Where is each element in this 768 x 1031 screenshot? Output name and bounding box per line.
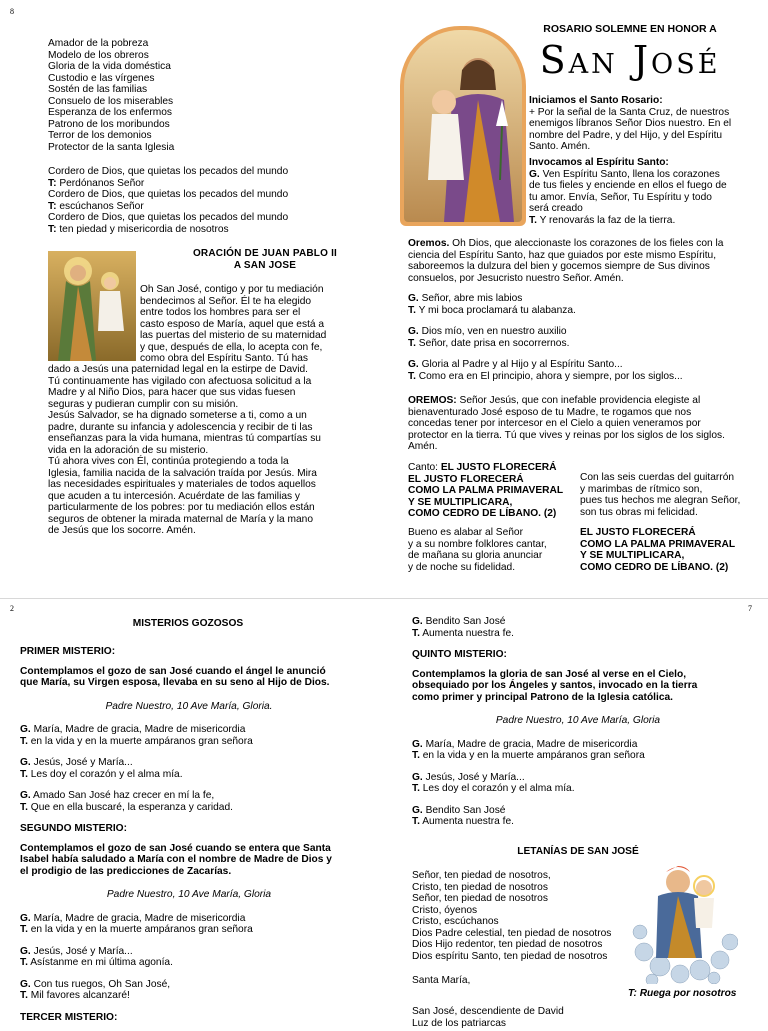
line-text: Señor, date prisa en socorrernos. <box>415 337 570 349</box>
jp2-line: las puertas del misterio de su maternidad <box>140 330 327 341</box>
speaker-label: T. <box>412 750 420 761</box>
line-text: Jesús, José y María... <box>422 771 525 783</box>
stanza-line: Bueno es alabar al Señor <box>408 527 523 538</box>
speaker-label: T. <box>412 783 420 794</box>
versicle-line <box>20 757 358 769</box>
mystery-heading: SEGUNDO MISTERIO: <box>20 823 127 834</box>
invocamos-line <box>529 203 744 215</box>
versicle-pair <box>412 616 744 639</box>
right-bottom-body <box>412 616 744 838</box>
stanza-right <box>580 472 740 518</box>
litany-item: Esperanza de los enfermos <box>48 107 173 118</box>
versicle-line <box>408 293 744 305</box>
oremos-line <box>408 395 744 407</box>
oremos-line <box>408 430 744 442</box>
oremos-prayer <box>408 238 744 284</box>
jp2-line: padre, durante su infancia y adolescencia y recibir de ti las <box>48 421 313 433</box>
mystery-heading: TERCER MISTERIO: <box>20 1011 118 1023</box>
line-text: Señor Jesús, que con inefable providencia elegiste al <box>456 395 701 406</box>
contemplation-line: como primer y principal Patrono de la Iglesia católica. <box>412 691 673 703</box>
versicle-line <box>20 946 358 958</box>
line-text: consuelos, por Jesucristo nuestro Señor. Amén. <box>408 272 624 284</box>
line-text: concedas tener por intercesor en el Cielo a quien veneramos por <box>408 418 701 429</box>
cordero-line <box>48 189 288 201</box>
canto-line <box>408 497 563 509</box>
stanza-line: y marimbas de rítmico son, <box>580 483 703 495</box>
versicle-line <box>412 628 744 640</box>
jp2-line: Tú continuamente has vigilado con afectuosa solicitud a la <box>48 375 312 387</box>
versicle-pair <box>20 757 358 780</box>
oremos-prayer-2 <box>408 395 744 453</box>
versicle-line <box>412 739 744 751</box>
oremos-line <box>408 407 744 419</box>
contemplation-line: Contemplamos el gozo de san José cuando el ángel le anunció <box>20 665 326 677</box>
rosario-title: ROSARIO SOLEMNE EN HONOR A <box>543 23 717 35</box>
versicle-line <box>20 736 358 748</box>
versicle-pair <box>408 359 744 382</box>
versicle-line <box>412 805 744 817</box>
litany-item: Protector de la santa Iglesia <box>48 141 175 153</box>
chorus-line: Y SE MULTIPLICARA, <box>580 550 685 561</box>
canto-text: COMO LA PALMA PRIMAVERAL <box>408 485 564 496</box>
litany-item: Consuelo de los miserables <box>48 95 174 107</box>
mystery-contemplation <box>412 669 744 704</box>
speaker-label: OREMOS: <box>408 395 457 406</box>
invocamos-heading: Invocamos al Espíritu Santo: <box>529 157 669 168</box>
contemplation-line: Contemplamos la gloria de san José al verse en el Cielo, <box>412 668 687 680</box>
line-text: Cordero de Dios, que quietas los pecados del mundo <box>48 189 289 200</box>
letania-line: Dios Hijo redentor, ten piedad de nosotros <box>412 939 603 950</box>
iniciamos-heading: Iniciamos el Santo Rosario: <box>529 95 663 106</box>
chorus-right <box>580 527 735 573</box>
line-text: Bendito San José <box>422 616 506 627</box>
invocamos-section <box>529 157 744 226</box>
contemplation-line: Contemplamos el gozo de san José cuando se entera que Santa <box>20 842 331 854</box>
padre-nuestro: Padre Nuestro, 10 Ave María, Gloria <box>106 889 272 900</box>
line-text: María, Madre de gracia, Madre de misericordia <box>30 912 246 924</box>
jp2-line: enseñanzas para la vida humana, mientras tú compartías su <box>48 433 321 444</box>
iniciamos-text <box>529 107 744 153</box>
line-text: Cordero de Dios, que quietas los pecados del mundo <box>48 166 289 177</box>
oremos-line <box>408 261 744 273</box>
versicle-line <box>408 326 744 338</box>
speaker-label: G. <box>408 359 419 370</box>
speaker-label: T: <box>48 200 57 212</box>
speaker-label: G. <box>529 168 540 180</box>
line-text: Oh Dios, que aleccionaste los corazones de los fieles con la <box>449 238 724 249</box>
line-text: Ven Espíritu Santo, llena los corazones <box>539 168 720 180</box>
speaker-label: Oremos. <box>408 238 450 249</box>
versicle-line <box>408 371 744 383</box>
jp2-narrow-text <box>140 284 363 365</box>
line-text: bienaventurado José esposo de tu Madre, te rogamos que nos <box>408 406 692 418</box>
speaker-label: T. <box>20 990 28 1001</box>
canto-block <box>408 462 563 520</box>
speaker-label: T. <box>529 214 537 226</box>
iniciamos-line: enemigos líbranos Señor Dios nuestro. En el <box>529 118 732 129</box>
jp2-wide-text <box>48 364 363 537</box>
versicle-line <box>20 990 358 1002</box>
line-text: Perdónanos Señor <box>56 177 145 189</box>
speaker-label: G. <box>20 724 31 735</box>
jp2-line: como obra del Espíritu Santo. Tú has <box>140 353 308 364</box>
oremos-line <box>408 418 744 430</box>
chorus-line: COMO LA PALMA PRIMAVERAL <box>580 538 736 550</box>
line-text: saboreemos la dulzura del bien y gocemos siempre de Sus divinos <box>408 261 710 272</box>
cordero-line <box>48 224 288 236</box>
ruega-por-nosotros: T: Ruega por nosotros <box>628 988 737 999</box>
line-text: Y renovarás la faz de la tierra. <box>536 214 676 226</box>
line-text: Asístanme en mi última agonía. <box>27 957 173 968</box>
line-text: Aumenta nuestra fe. <box>419 816 514 827</box>
versicle-line <box>408 359 744 371</box>
jp2-line: bendecimos al Señor. Él te ha elegido <box>140 295 312 307</box>
mystery-contemplation <box>20 843 358 878</box>
jp2-line: Tú ahora vives con Él, continúa protegiendo a toda la <box>48 456 289 467</box>
litany-item: Patrono de los moribundos <box>48 118 170 130</box>
canto-line <box>408 485 563 497</box>
cordero-line <box>48 178 288 190</box>
versicle-line <box>412 816 744 828</box>
line-text: Con tus ruegos, Oh San José, <box>30 978 171 990</box>
saint-joseph-image-arch <box>400 26 526 226</box>
mystery-heading: QUINTO MISTERIO: <box>412 649 507 660</box>
line-text: Y mi boca proclamará tu alabanza. <box>415 304 576 316</box>
invocamos-line <box>529 215 744 227</box>
jp2-line: seguras y pudieran cumplir con su misión. <box>48 398 239 410</box>
invocamos-line <box>529 169 744 181</box>
line-text: Les doy el corazón y el alma mía. <box>27 768 183 780</box>
stanza-line: y de noche su fidelidad. <box>408 561 516 573</box>
speaker-label: G. <box>412 616 423 627</box>
line-text: Les doy el corazón y el alma mía. <box>419 783 575 794</box>
letania-line: Luz de los patriarcas <box>412 1017 507 1029</box>
versicle-pair <box>412 805 744 828</box>
stanza-line: Con las seis cuerdas del guitarrón <box>580 472 735 483</box>
jp2-line: Madre y al Niño Dios, para hacer que sus vidas fuesen <box>48 387 296 398</box>
canto-line <box>408 508 563 520</box>
stanza-line: y a su nombre folklores cantar, <box>408 538 547 550</box>
litany-item: Gloria de la vida doméstica <box>48 61 171 72</box>
contemplation-line: Isabel había saludado a María con el nombre de Madre de Dios y <box>20 854 332 865</box>
gozosos-body <box>20 640 358 1031</box>
line-text: escúchanos Señor <box>56 200 144 212</box>
jp2-line: particularmente de los pobres: por tu mediación ellos están <box>48 502 315 513</box>
letania-line: Cristo, escúchanos <box>412 916 499 927</box>
cordero-line <box>48 212 288 224</box>
letania-line: Dios espíritu Santo, ten piedad de nosotros <box>412 950 608 962</box>
misterios-gozosos-title: MISTERIOS GOZOSOS <box>132 618 244 629</box>
speaker-label: T. <box>20 957 28 968</box>
speaker-label: T: <box>48 177 57 189</box>
litany-item: Custodio e las vírgenes <box>48 72 155 84</box>
speaker-label: T. <box>20 768 28 780</box>
contemplation-line: el prodigio de las predicciones de Zacarías. <box>20 865 232 877</box>
litany-top-list <box>48 38 174 153</box>
speaker-label: T. <box>408 304 416 316</box>
canto-line <box>408 462 563 474</box>
stanza-line: son tus obras mi felicidad. <box>580 506 698 518</box>
line-text: Gloria al Padre y al Hijo y al Espíritu Santo... <box>418 359 623 370</box>
versicle-pair <box>412 772 744 795</box>
jp2-line: entre todos los hombres para ser el <box>140 307 301 318</box>
jp2-title-line2: A SAN JOSE <box>233 259 297 271</box>
canto-text: Y SE MULTIPLICARA, <box>408 496 513 508</box>
speaker-label: T: <box>48 223 57 235</box>
jp2-line: y que, después de ella, lo acepta con fe, <box>140 341 323 353</box>
versicle-pair <box>20 979 358 1002</box>
canto-text: EL JUSTO FLORECERÁ <box>408 473 524 485</box>
jp2-line: seguros de obtener la mirada maternal de María y la mano <box>48 513 314 525</box>
page-number-2: 2 <box>10 604 14 613</box>
line-text: Jesús, José y María... <box>30 945 133 957</box>
line-text: Amén. <box>408 441 438 452</box>
letania-line: San José, descendiente de David <box>412 1006 564 1017</box>
canto-label: Canto: <box>408 462 441 473</box>
responses <box>20 913 358 1002</box>
speaker-label: G. <box>412 738 423 750</box>
line-text: Como era en El principio, ahora y siempre, por los siglos... <box>415 370 683 382</box>
contemplation-line: obsequiado por los Ángeles y santos, invocado en la tierra <box>412 680 698 691</box>
line-text: Bendito San José <box>422 804 506 816</box>
speaker-label: T. <box>412 816 420 827</box>
versicle-pair <box>412 739 744 762</box>
oremos-line <box>408 238 744 250</box>
jp2-line: dado a Jesús una paternidad legal en la estirpe de David. <box>48 364 308 375</box>
line-text: Amado San José haz crecer en mí la fe, <box>30 790 215 801</box>
page-divider <box>0 598 768 599</box>
litany-item: Amador de la pobreza <box>48 38 149 49</box>
versicle-pair <box>20 946 358 969</box>
oremos-line <box>408 273 744 285</box>
speaker-label: G. <box>408 326 419 337</box>
speaker-label: G. <box>408 293 419 304</box>
jp2-line: vida en la adoración de su misterio. <box>48 444 209 456</box>
line-text: Señor, abre mis labios <box>418 293 523 304</box>
cordero-line <box>48 166 288 178</box>
versicle-line <box>20 979 358 991</box>
versicle-line <box>412 616 744 628</box>
speaker-label: G. <box>20 945 31 957</box>
jp2-line: Oh San José, contigo y por tu mediación <box>140 284 324 295</box>
jp2-title <box>140 248 390 271</box>
versicle-line <box>20 790 358 802</box>
speaker-label: T. <box>412 627 420 639</box>
jp2-title-line1: ORACIÓN DE JUAN PABLO II <box>192 248 338 259</box>
canto-line <box>408 474 563 486</box>
line-text: en la vida y en la muerte ampáranos gran señora <box>27 735 253 747</box>
speaker-label: T. <box>20 801 28 813</box>
responses <box>20 724 358 813</box>
letania-line: Cristo, ten piedad de nosotros <box>412 881 548 893</box>
line-text: Mil favores alcanzaré! <box>27 990 130 1001</box>
versicle-line <box>20 724 358 736</box>
versicle-pair <box>20 790 358 813</box>
versicle-line <box>20 913 358 925</box>
oremos-line <box>408 250 744 262</box>
jp2-line: de Jesús que los socorre. Amén. <box>48 525 196 536</box>
invocamos-line <box>529 180 744 192</box>
line-text: en la vida y en la muerte ampáranos gran señora <box>419 750 645 761</box>
canto-text: COMO CEDRO DE LÍBANO. (2) <box>408 508 557 519</box>
line-text: ciencia del Espíritu Santo, haz que guiados por este mismo Espíritu, <box>408 249 717 261</box>
iniciamos-line: nombre del Padre, y del Hijo, y del Espíritu <box>529 129 723 141</box>
iniciamos-line: Santo. Amén. <box>529 141 591 152</box>
santa-maria: Santa María, <box>412 975 471 986</box>
speaker-label: G. <box>412 804 423 816</box>
page-number-8: 8 <box>10 7 14 16</box>
versicle-line <box>412 750 744 762</box>
jp2-line: Iglesia, familia nacida de la salvación traída por Jesús. Mira <box>48 467 317 479</box>
versicle-line <box>20 957 358 969</box>
line-text: Que en ella buscaré, la esperanza y caridad. <box>27 801 233 813</box>
speaker-label: G. <box>412 771 423 783</box>
padre-nuestro: Padre Nuestro, 10 Ave María, Gloria. <box>105 700 273 712</box>
letania-line: Señor, ten piedad de nosotros <box>412 893 548 904</box>
padre-nuestro: Padre Nuestro, 10 Ave María, Gloria <box>495 715 661 726</box>
jp2-line: casto esposo de María, aquel que está a <box>140 318 325 330</box>
versicle-pair <box>20 724 358 747</box>
line-text: tu amor. Envía, Señor, Tu Espíritu y todo <box>529 191 712 203</box>
invocamos-line <box>529 192 744 204</box>
litany-item: Sostén de las familias <box>48 84 148 95</box>
versicle-line <box>20 924 358 936</box>
line-text: ten piedad y misericordia de nosotros <box>56 223 229 235</box>
page-number-7: 7 <box>748 604 752 613</box>
speaker-label: G. <box>20 757 31 768</box>
versicle-line <box>20 802 358 814</box>
speaker-label: T. <box>20 924 28 935</box>
jp2-line: que acuden a tu intercesión. Acuérdate de las familias y <box>48 490 301 502</box>
versicles <box>408 293 744 392</box>
speaker-label: T. <box>408 370 416 382</box>
mystery-heading: PRIMER MISTERIO: <box>20 646 116 657</box>
jp2-line: las necesidades espirituales y materiales de todos aquellos <box>48 479 316 490</box>
cordero-line <box>48 201 288 213</box>
iniciamos-line: + Por la señal de la Santa Cruz, de nuestros <box>529 106 730 118</box>
line-text: será creado <box>529 203 583 214</box>
versicle-line <box>412 783 744 795</box>
line-text: en la vida y en la muerte ampáranos gran señora <box>27 924 253 935</box>
iniciamos-section <box>529 95 744 153</box>
mystery-contemplation <box>20 666 358 689</box>
versicle-pair <box>408 293 744 316</box>
stanza-left-2 <box>408 527 547 573</box>
letania-line: Cristo, óyenos <box>412 904 478 916</box>
line-text: María, Madre de gracia, Madre de misericordia <box>422 738 638 750</box>
versicle-pair <box>20 913 358 936</box>
letania-line: Señor, ten piedad de nosotros, <box>412 870 551 881</box>
cordero-section <box>48 166 288 235</box>
line-text: Aumenta nuestra fe. <box>419 627 514 639</box>
stanza-line: pues tus hechos me alegran Señor, <box>580 495 741 506</box>
letanias-title: LETANÍAS DE SAN JOSÉ <box>517 846 639 857</box>
saint-joseph-image-small <box>48 251 136 361</box>
line-text: Cordero de Dios, que quietas los pecados del mundo <box>48 212 289 223</box>
speaker-label: T. <box>20 735 28 747</box>
line-text: Dios mío, ven en nuestro auxilio <box>418 326 567 337</box>
stanza-line: de mañana su gloria anunciar <box>408 550 543 561</box>
versicle-line <box>408 305 744 317</box>
line-text: protector en la tierra. Tú que vives y reinas por los siglos de los siglos. <box>408 429 725 441</box>
letania-line: Dios Padre celestial, ten piedad de nosotros <box>412 927 612 939</box>
line-text: Jesús, José y María... <box>30 757 133 768</box>
canto-text: EL JUSTO FLORECERÁ <box>440 462 557 473</box>
invocamos-text <box>529 169 744 227</box>
chorus-line: COMO CEDRO DE LÍBANO. (2) <box>580 561 729 573</box>
line-text: María, Madre de gracia, Madre de misericordia <box>30 724 246 735</box>
versicle-line <box>20 769 358 781</box>
chorus-line: EL JUSTO FLORECERÁ <box>580 527 696 538</box>
speaker-label: G. <box>20 912 31 924</box>
litany-item: Modelo de los obreros <box>48 49 149 61</box>
versicle-pair <box>408 326 744 349</box>
oremos-line <box>408 441 744 453</box>
versicle-line <box>408 338 744 350</box>
line-text: de tus fieles y enciende en ellos el fuego de <box>529 180 727 191</box>
versicle-line <box>412 772 744 784</box>
letanias-list <box>412 870 611 962</box>
litany-item: Terror de los demonios <box>48 130 152 141</box>
speaker-label: T. <box>408 337 416 349</box>
san-jose-big-title: San José <box>539 38 721 82</box>
saint-joseph-image-flowers <box>632 862 738 984</box>
jp2-line: Jesús Salvador, se ha dignado someterse a ti, como a un <box>48 410 307 421</box>
contemplation-line: que María, su Virgen esposa, llevaba en su seno al Hijo de Dios. <box>20 677 330 688</box>
speaker-label: G. <box>20 978 31 990</box>
letanias-continued <box>412 1006 564 1029</box>
speaker-label: G. <box>20 790 31 801</box>
